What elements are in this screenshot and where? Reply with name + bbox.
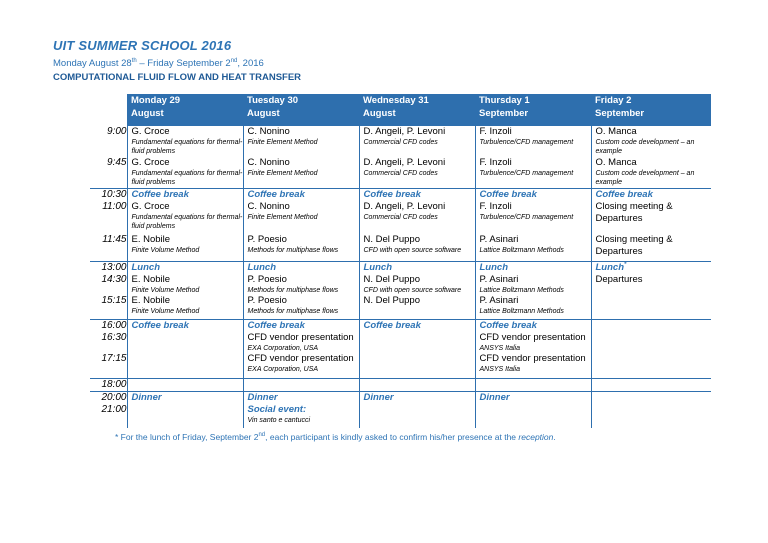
empty-cell	[591, 391, 711, 404]
dinner-label: Dinner	[131, 391, 162, 403]
coffee-break-cell	[243, 319, 359, 332]
slot-row	[90, 404, 711, 428]
speaker: G. Croce	[131, 126, 170, 137]
session-cell	[243, 201, 359, 234]
topic: Custom code development – an example	[595, 139, 695, 155]
lunch-label: Lunch	[131, 261, 160, 273]
date-range	[53, 58, 264, 69]
topic: Finite Element Method	[247, 170, 318, 177]
speaker: P. Asinari	[479, 274, 519, 285]
session-cell	[475, 201, 591, 234]
topic: Lattice Boltzmann Methods	[479, 308, 564, 315]
session-cell	[359, 234, 475, 261]
empty-cell	[359, 404, 475, 428]
coffee-break-label: Coffee break	[479, 319, 537, 331]
lunch-label: Lunch	[247, 261, 276, 273]
slot-row	[90, 234, 711, 261]
footnote-text: * For the lunch of Friday, September 2	[115, 432, 259, 442]
session-cell	[243, 274, 359, 295]
vendor-cell	[243, 353, 359, 378]
coffee-break-cell	[127, 188, 243, 201]
topic: CFD with open source software	[363, 247, 462, 254]
coffee-break-cell	[475, 188, 591, 201]
page-title: UIT SUMMER SCHOOL 2016	[53, 38, 232, 53]
empty-cell	[127, 353, 243, 378]
day-header	[243, 94, 359, 126]
vendor-company: ANSYS Italia	[479, 366, 520, 373]
topic: Fundamental equations for thermal-fluid problems	[131, 170, 243, 186]
footnote-end: .	[553, 432, 556, 442]
day-header	[127, 94, 243, 126]
topic: Fundamental equations for thermal-fluid problems	[131, 139, 243, 155]
lunch-label: Lunch	[479, 261, 508, 273]
empty-cell	[475, 378, 591, 391]
speaker: P. Poesio	[247, 295, 287, 306]
closing-meeting: Closing meeting & Departures	[595, 201, 673, 224]
schedule-table	[90, 94, 711, 428]
coffee-break-cell	[243, 188, 359, 201]
topic: Lattice Boltzmann Methods	[479, 287, 564, 294]
empty-cell	[127, 378, 243, 391]
day-name: Thursday 1	[479, 95, 530, 106]
dinner-label: Dinner	[479, 391, 510, 403]
coffee-break-label: Coffee break	[595, 188, 653, 200]
footnote-marker: *	[624, 261, 627, 268]
speaker: O. Manca	[595, 157, 637, 168]
lunch-label	[596, 262, 712, 274]
topic: CFD with open source software	[363, 287, 462, 294]
speaker: P. Asinari	[479, 234, 519, 245]
time-label: 17:15	[101, 353, 127, 364]
date-start-suffix: th	[131, 57, 137, 64]
slot-row	[90, 126, 711, 157]
speaker: G. Croce	[131, 157, 170, 168]
time-label: 13:00	[90, 261, 127, 274]
coffee-break-cell	[359, 319, 475, 332]
vendor-cell	[243, 332, 359, 353]
lunch-label: Lunch	[363, 261, 392, 273]
session-cell	[591, 157, 711, 188]
coffee-break-cell	[359, 188, 475, 201]
session-cell	[591, 126, 711, 157]
speaker: D. Angeli, P. Levoni	[363, 126, 446, 137]
session-cell	[359, 157, 475, 188]
social-event-cell	[243, 404, 359, 428]
lunch-cell	[359, 261, 475, 274]
topic: Methods for multiphase flows	[247, 308, 339, 315]
vendor-cell	[475, 332, 591, 353]
session-cell	[359, 274, 475, 295]
day-month: August	[131, 108, 164, 119]
time-label: 14:30	[101, 274, 127, 285]
speaker: C. Nonino	[247, 201, 290, 212]
topic: Finite Volume Method	[131, 287, 200, 294]
topic: Methods for multiphase flows	[247, 247, 339, 254]
speaker: P. Poesio	[247, 234, 287, 245]
session-cell	[475, 126, 591, 157]
day-header-row	[90, 94, 711, 126]
slot-row	[90, 201, 711, 234]
session-cell	[475, 234, 591, 261]
session-cell	[127, 234, 243, 261]
coffee-break-label: Coffee break	[363, 188, 421, 200]
departures: Departures	[595, 274, 643, 285]
empty-cell	[591, 353, 711, 378]
dinner-cell	[243, 391, 359, 404]
vendor-company: EXA Corporation, USA	[247, 366, 319, 373]
time-label: 9:00	[107, 126, 127, 137]
date-year: , 2016	[237, 58, 264, 69]
dinner-label: Dinner	[247, 391, 278, 403]
date-start: Monday August 28	[53, 58, 132, 69]
time-header	[90, 94, 127, 126]
empty-cell	[359, 378, 475, 391]
topic: Finite Volume Method	[131, 308, 200, 315]
coffee-break-label: Coffee break	[247, 188, 305, 200]
vendor-cell	[475, 353, 591, 378]
day-name: Friday 2	[595, 95, 632, 106]
empty-cell	[591, 319, 711, 332]
slot-row	[90, 295, 711, 319]
footnote	[115, 432, 556, 442]
vendor-title: CFD vendor presentation	[247, 332, 354, 343]
coffee-break-cell	[475, 319, 591, 332]
slot-row	[90, 353, 711, 378]
session-cell	[243, 126, 359, 157]
time-label: 16:30	[101, 332, 127, 343]
slot-row	[90, 378, 711, 391]
day-name: Monday 29	[131, 95, 181, 106]
time-label: 18:00	[90, 378, 127, 391]
session-cell	[359, 126, 475, 157]
vendor-title: CFD vendor presentation	[247, 353, 354, 364]
time-label: 10:30	[90, 188, 127, 201]
speaker: G. Croce	[131, 201, 170, 212]
closing-meeting: Closing meeting & Departures	[595, 234, 673, 257]
empty-cell	[359, 353, 475, 378]
session-cell	[127, 157, 243, 188]
topic: Finite Volume Method	[131, 247, 200, 254]
session-cell	[475, 157, 591, 188]
session-cell	[591, 201, 711, 234]
time-label: 20:00	[90, 391, 127, 404]
topic: Commercial CFD codes	[363, 170, 438, 177]
topic: Turbulence/CFD management	[479, 139, 574, 146]
session-cell	[475, 274, 591, 295]
coffee-break-cell	[127, 319, 243, 332]
day-month: August	[247, 108, 280, 119]
day-month: September	[479, 108, 529, 119]
lunch-cell	[591, 261, 711, 274]
vendor-title: CFD vendor presentation	[479, 332, 586, 343]
topic: Fundamental equations for thermal-fluid problems	[131, 214, 243, 230]
coffee-break-label: Coffee break	[363, 319, 421, 331]
topic: Finite Element Method	[247, 139, 318, 146]
session-cell	[359, 201, 475, 234]
empty-cell	[591, 378, 711, 391]
topic: Turbulence/CFD management	[479, 170, 574, 177]
dinner-label: Dinner	[363, 391, 394, 403]
session-cell	[591, 274, 711, 295]
speaker: F. Inzoli	[479, 201, 512, 212]
vendor-company: EXA Corporation, USA	[247, 345, 319, 352]
time-label: 11:45	[102, 234, 127, 245]
speaker: E. Nobile	[131, 295, 171, 306]
speaker: P. Asinari	[479, 295, 519, 306]
coffee-break-label: Coffee break	[247, 319, 305, 331]
lunch-text: Lunch	[595, 261, 624, 273]
coffee-break-cell	[591, 188, 711, 201]
time-label: 11:00	[102, 201, 127, 212]
social-event-label: Social event:	[247, 403, 307, 415]
slot-row	[90, 332, 711, 353]
empty-cell	[591, 295, 711, 319]
time-label: 9:45	[107, 157, 127, 168]
speaker: D. Angeli, P. Levoni	[363, 157, 446, 168]
date-end-suffix: nd	[230, 57, 238, 64]
empty-cell	[591, 404, 711, 428]
slot-row	[90, 261, 711, 274]
empty-cell	[591, 332, 711, 353]
day-name: Tuesday 30	[247, 95, 299, 106]
speaker: D. Angeli, P. Levoni	[363, 201, 446, 212]
session-cell	[243, 157, 359, 188]
speaker: E. Nobile	[131, 274, 171, 285]
day-name: Wednesday 31	[363, 95, 429, 106]
footnote-suffix: nd	[258, 432, 266, 439]
coffee-break-label: Coffee break	[131, 188, 189, 200]
vendor-title: CFD vendor presentation	[479, 353, 586, 364]
speaker: C. Nonino	[247, 157, 290, 168]
empty-cell	[475, 404, 591, 428]
course-title: COMPUTATIONAL FLUID FLOW AND HEAT TRANSFER	[53, 72, 302, 83]
footnote-emphasis: reception	[518, 432, 554, 442]
footnote-text-2: , each participant is kindly asked to confirm his/her presence at the	[265, 432, 519, 442]
empty-cell	[359, 332, 475, 353]
speaker: E. Nobile	[131, 234, 171, 245]
day-header	[359, 94, 475, 126]
session-cell	[127, 274, 243, 295]
session-cell	[243, 295, 359, 319]
slot-row	[90, 319, 711, 332]
empty-cell	[127, 404, 243, 428]
speaker: C. Nonino	[247, 126, 290, 137]
speaker: N. Del Puppo	[363, 234, 421, 245]
social-event-detail: Vin santo e cantucci	[247, 416, 311, 424]
session-cell	[591, 234, 711, 261]
session-cell	[127, 201, 243, 234]
time-label: 15:15	[101, 295, 127, 306]
topic: Turbulence/CFD management	[479, 214, 574, 221]
empty-cell	[243, 378, 359, 391]
dinner-cell	[475, 391, 591, 404]
topic: Custom code development – an example	[595, 170, 695, 186]
coffee-break-label: Coffee break	[479, 188, 537, 200]
lunch-cell	[475, 261, 591, 274]
coffee-break-label: Coffee break	[131, 319, 189, 331]
day-month: September	[595, 108, 645, 119]
slot-row	[90, 188, 711, 201]
speaker: N. Del Puppo	[363, 295, 421, 306]
slot-row	[90, 391, 711, 404]
day-month: August	[363, 108, 396, 119]
speaker: F. Inzoli	[479, 126, 512, 137]
session-cell	[359, 295, 475, 319]
date-end: – Friday September 2	[136, 58, 231, 69]
speaker: F. Inzoli	[479, 157, 512, 168]
session-cell	[127, 126, 243, 157]
session-cell	[243, 234, 359, 261]
speaker: N. Del Puppo	[363, 274, 421, 285]
topic: Commercial CFD codes	[363, 139, 438, 146]
topic: Finite Element Method	[247, 214, 318, 221]
topic: Methods for multiphase flows	[247, 287, 339, 294]
lunch-cell	[243, 261, 359, 274]
dinner-cell	[359, 391, 475, 404]
lunch-cell	[127, 261, 243, 274]
speaker: O. Manca	[595, 126, 637, 137]
session-cell	[127, 295, 243, 319]
speaker: P. Poesio	[247, 274, 287, 285]
dinner-cell	[127, 391, 243, 404]
session-cell	[475, 295, 591, 319]
day-header	[591, 94, 711, 126]
time-label: 21:00	[101, 403, 127, 415]
topic: Commercial CFD codes	[363, 214, 438, 221]
slot-row	[90, 157, 711, 188]
empty-cell	[127, 332, 243, 353]
topic: Lattice Boltzmann Methods	[479, 247, 564, 254]
day-header	[475, 94, 591, 126]
slot-row	[90, 274, 711, 295]
vendor-company: ANSYS Italia	[479, 345, 520, 352]
time-label: 16:00	[90, 319, 127, 332]
